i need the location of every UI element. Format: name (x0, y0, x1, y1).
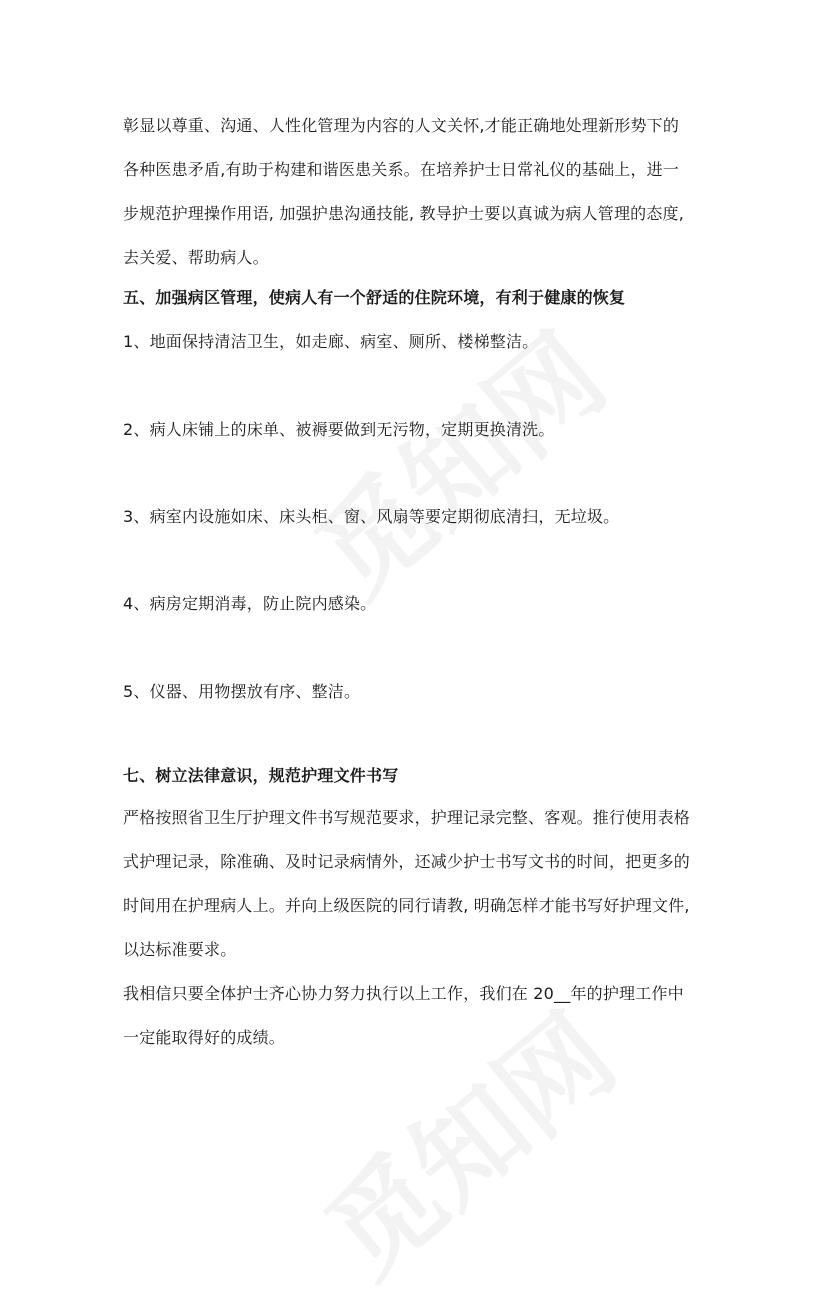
paragraph-line: 我相信只要全体护士齐心协力努力执行以上工作，我们在 20__年的护理工作中 (123, 984, 684, 1003)
list-item: 4、病房定期消毒，防止院内感染。 (123, 594, 377, 613)
paragraph-line: 各种医患矛盾,有助于构建和谐医患关系。在培养护士日常礼仪的基础上，进一 (123, 160, 680, 179)
paragraph-line: 去关爱、帮助病人。 (123, 248, 269, 267)
paragraph-line: 以达标准要求。 (123, 940, 237, 959)
list-item: 2、病人床铺上的床单、被褥要做到无污物，定期更换清洗。 (123, 420, 555, 439)
paragraph-line: 式护理记录，除准确、及时记录病情外，还减少护士书写文书的时间，把更多的 (123, 852, 691, 871)
paragraph-line: 严格按照省卫生厅护理文件书写规范要求，护理记录完整、客观。推行使用表格 (123, 808, 691, 827)
paragraph-line: 时间用在护理病人上。并向上级医院的同行请教, 明确怎样才能书写好护理文件, (123, 896, 690, 915)
section-heading: 五、加强病区管理，使病人有一个舒适的住院环境，有利于健康的恢复 (123, 288, 626, 307)
list-item: 3、病室内设施如床、床头柜、窗、风扇等要定期彻底清扫，无垃圾。 (123, 507, 620, 526)
section-heading: 七、树立法律意识，规范护理文件书写 (123, 766, 399, 785)
watermark (288, 972, 642, 1305)
paragraph-line: 步规范护理操作用语, 加强护患沟通技能, 教导护士要以真诚为病人管理的态度, (123, 204, 685, 223)
list-item: 5、仪器、用物摆放有序、整洁。 (123, 682, 361, 701)
paragraph-line: 彰显以尊重、沟通、人性化管理为内容的人文关怀,才能正确地处理新形势下的 (123, 116, 680, 135)
list-item: 1、地面保持清洁卫生，如走廊、病室、厕所、楼梯整洁。 (123, 332, 539, 351)
paragraph-line: 一定能取得好的成绩。 (123, 1028, 286, 1047)
